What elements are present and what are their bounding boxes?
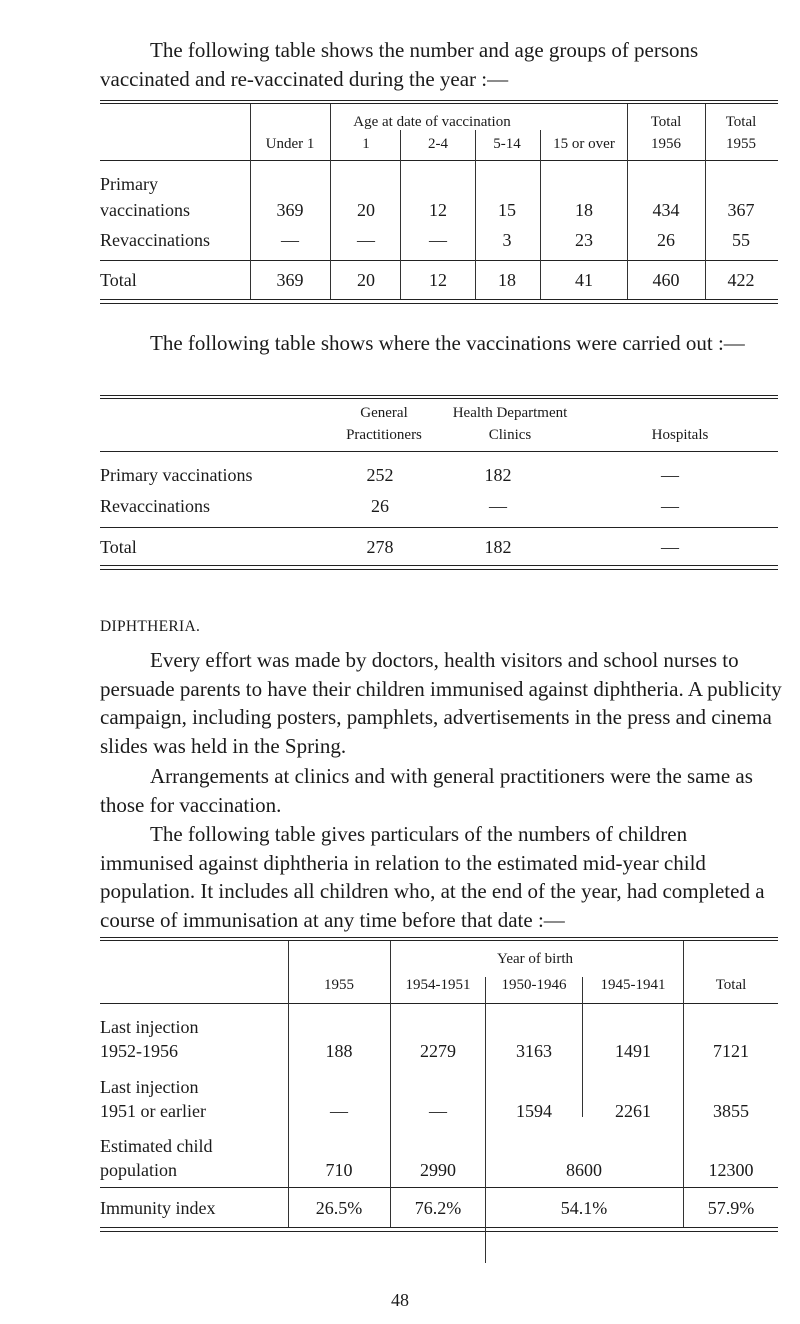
cell: 12 [429,200,447,220]
col-under-1: Under 1 [265,136,315,152]
cell: 76.2% [414,1198,462,1218]
cell: 252 [366,465,394,485]
row-label-estimated-a: Estimated child [100,1136,213,1156]
cell: 18 [498,270,516,290]
cell: 26.5% [315,1198,363,1218]
col-gp-a: General [360,405,408,421]
cell: — [489,496,507,516]
col-1945-1941: 1945-1941 [600,977,666,993]
age-group-header: Age at date of vaccination [353,114,511,130]
col-total-1955-a: Total [725,114,757,130]
paragraph-arrangements-text: Arrangements at clinics and with general practitioners were the same as those for vaccination. [100,764,753,817]
cell: 26 [657,230,675,250]
cell: 23 [575,230,593,250]
vaccination-age-table [100,100,778,320]
year-of-birth-header: Year of birth [497,951,573,967]
intro-paragraph-2 [100,329,783,358]
cell: 2279 [420,1041,456,1061]
col-15-over: 15 or over [553,136,615,152]
cell: 1594 [516,1101,552,1121]
col-total-1956-b: 1956 [651,136,681,152]
cell: 41 [575,270,593,290]
col-1950-1946: 1950-1946 [501,977,567,993]
cell: 188 [325,1041,353,1061]
col-total-1955-b: 1955 [726,136,756,152]
row-label-primary-2: vaccinations [100,200,190,220]
row-label-total: Total [100,270,137,290]
paragraph-particulars-text: The following table gives particulars of the numbers of children immunised against diphtheria in relation to the estimated mid-year child population. It includes all children who, at the end of the year, had completed a course of immunisation at any time before that date :— [100,822,765,932]
row-label-revaccinations: Revaccinations [100,230,210,250]
col-1955: 1955 [324,977,354,993]
cell: 460 [652,270,680,290]
cell: — [661,496,679,516]
page-number: 48 [391,1290,409,1310]
cell: 710 [325,1160,353,1180]
col-age-2-4: 2-4 [428,136,448,152]
col-clinics-a: Health Department [452,405,568,421]
row-label-last-1952-a: Last injection [100,1017,199,1037]
col-clinics-b: Clinics [488,427,532,443]
paragraph-effort-text: Every effort was made by doctors, health visitors and school nurses to persuade parents to have their children immunised against diphtheria. A publicity campaign, including posters, pamphlets, advertisements in the press and cinema slides was held in the Spring. [100,648,782,758]
cell: 1491 [615,1041,651,1061]
cell: 2261 [615,1101,651,1121]
cell: — [661,465,679,485]
cell-merged: 54.1% [560,1198,608,1218]
cell: — [429,230,447,250]
col-age-1: 1 [362,136,370,152]
row-label-last-1951-a: Last injection [100,1077,199,1097]
row-label-immunity-index: Immunity index [100,1198,216,1218]
cell: 12300 [708,1160,754,1180]
col-hospitals: Hospitals [651,427,709,443]
row-label-last-1951-b: 1951 or earlier [100,1101,206,1121]
cell: 12 [429,270,447,290]
paragraph-arrangements [100,762,783,819]
cell: 15 [498,200,516,220]
row-label-total: Total [100,537,137,557]
vaccination-location-table [100,395,778,575]
cell: — [330,1101,348,1121]
cell: — [661,537,679,557]
cell: 20 [357,270,375,290]
cell: — [281,230,299,250]
cell: 18 [575,200,593,220]
cell-merged: 8600 [566,1160,602,1180]
paragraph-effort [100,646,783,760]
cell: 55 [732,230,750,250]
cell: 7121 [713,1041,749,1061]
row-label-last-1952-b: 1952-1956 [100,1041,178,1061]
cell: 182 [484,537,512,557]
row-label-primary-1: Primary [100,174,158,194]
intro-paragraph-1 [100,36,783,93]
paragraph-particulars [100,820,783,934]
intro-text-2: The following table shows where the vaccinations were carried out :— [150,331,745,355]
cell: 3855 [713,1101,749,1121]
col-1954-1951: 1954-1951 [405,977,471,993]
cell: — [357,230,375,250]
cell: — [429,1101,447,1121]
cell: 434 [652,200,680,220]
cell: 20 [357,200,375,220]
intro-text-1: The following table shows the number and age groups of persons vaccinated and re-vaccinated during the year :— [100,38,699,91]
col-total: Total [715,977,747,993]
cell: 278 [366,537,394,557]
row-label-estimated-b: population [100,1160,177,1180]
row-label-revaccinations: Revaccinations [100,496,210,516]
cell: 369 [276,270,304,290]
col-gp-b: Practitioners [346,427,422,443]
col-total-1956-a: Total [650,114,682,130]
cell: 367 [727,200,755,220]
immunisation-table [100,937,778,1257]
cell: 182 [484,465,512,485]
cell: 57.9% [707,1198,755,1218]
cell: 3 [502,230,512,250]
row-label-primary: Primary vaccinations [100,465,253,485]
cell: 2990 [420,1160,456,1180]
cell: 3163 [516,1041,552,1061]
cell: 369 [276,200,304,220]
cell: 422 [727,270,755,290]
section-heading: DIPHTHERIA. [100,618,201,635]
col-age-5-14: 5-14 [493,136,521,152]
cell: 26 [371,496,389,516]
